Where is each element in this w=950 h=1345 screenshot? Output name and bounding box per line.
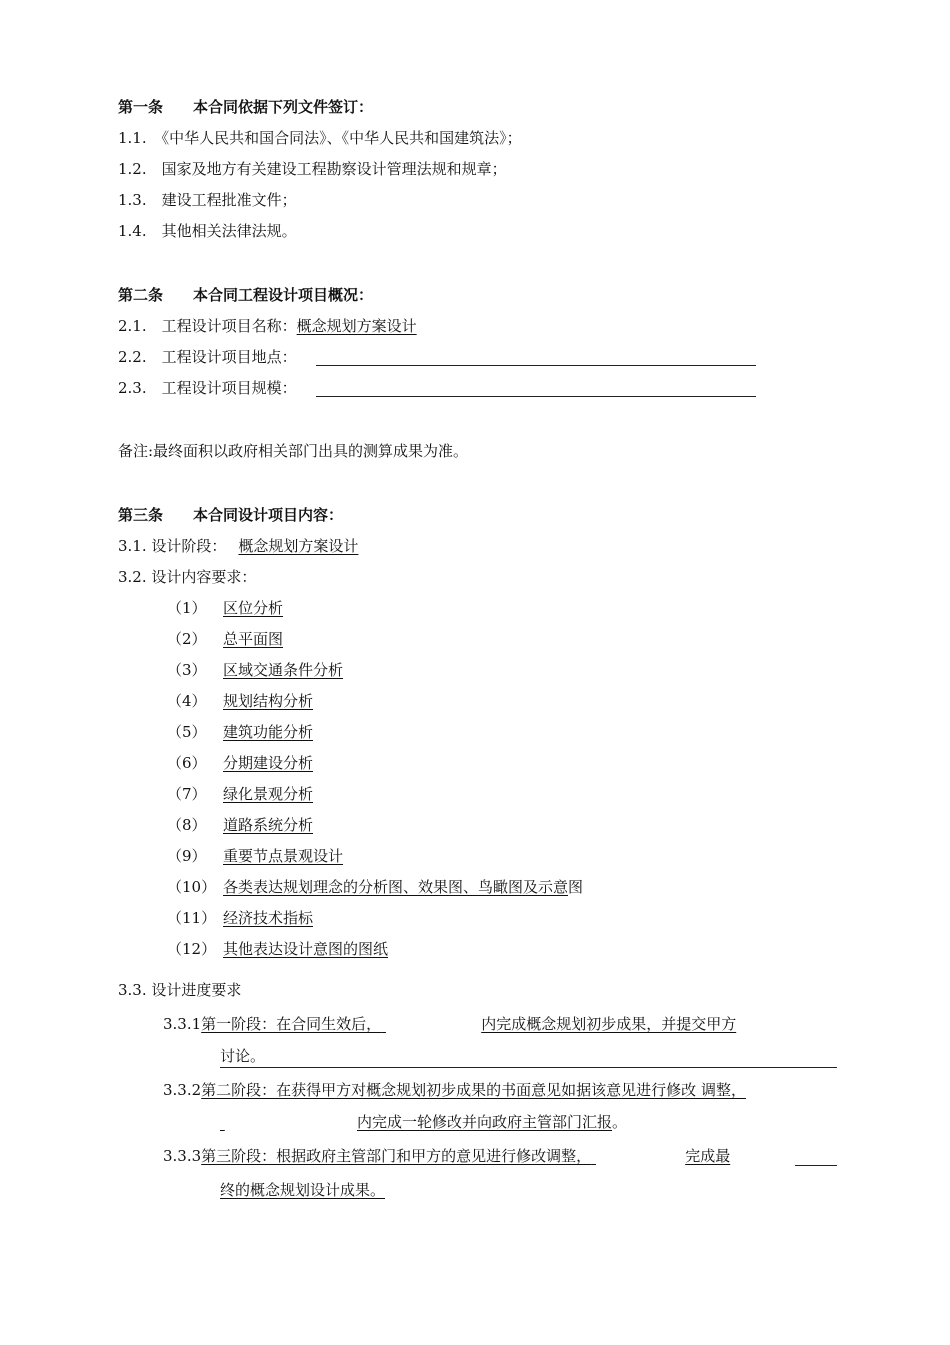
stage-text-wrap: 讨论。 [220,1047,266,1065]
design-stage-value: 概念规划方案设计 [238,537,359,555]
content-item-text: 重要节点景观设计 [223,847,344,865]
schedule-stage-1 [163,1014,736,1034]
stage-text-cont: 内完成概念规划初步成果，并提交甲方 [481,1015,737,1033]
content-item-text: 建筑功能分析 [223,723,314,741]
content-item-text: 其他表达设计意图的图纸 [223,940,389,958]
stage-num: 3.3.2 [163,1081,202,1099]
design-stage-line [118,536,358,556]
content-item-num: （9） [167,847,207,865]
project-scale-label: 2.3. 工程设计项目规模： [118,379,297,397]
content-item-text: 绿化景观分析 [223,785,314,803]
content-item-num: （10） [167,878,217,896]
content-item-tail: 图 [568,878,584,896]
stage-text: 第三阶段：根据政府主管部门和甲方的意见进行修改调整， [201,1147,592,1165]
area-note: 备注:最终面积以政府相关部门出具的测算成果为准。 [118,442,469,460]
stage-blank [381,1014,481,1034]
article-1-item: 1.1. 《中华人民共和国合同法》、《中华人民共和国建筑法》； [118,129,522,147]
stage-num: 3.3.1 [163,1015,202,1033]
design-content-label: 3.2. 设计内容要求： [118,568,257,586]
design-stage-label: 3.1. 设计阶段： [118,537,227,555]
project-scale-blank [316,396,756,397]
schedule-label: 3.3. 设计进度要求 [118,981,242,999]
content-item-line [223,877,583,897]
content-item-num: （11） [167,909,217,927]
project-name-value: 概念规划方案设计 [296,317,417,335]
content-item-num: （4） [167,692,207,710]
article-1-item: 1.2. 国家及地方有关建设工程勘察设计管理法规和规章； [118,160,507,178]
stage-blank [220,1112,357,1132]
project-location-label: 2.2. 工程设计项目地点： [118,348,297,366]
content-item-text: 道路系统分析 [223,816,314,834]
content-item-text: 分期建设分析 [223,754,314,772]
article-1-heading: 第一条 本合同依据下列文件签订： [118,98,374,116]
stage-underline [220,1067,837,1068]
content-item-num: （2） [167,630,207,648]
stage-text-wrap [220,1112,627,1132]
stage-underline [795,1165,837,1166]
article-2-heading: 第二条 本合同工程设计项目概况： [118,286,374,304]
content-item-text: 区位分析 [223,599,284,617]
stage-text-cont: 内完成一轮修改并向政府主管部门汇报 [357,1113,613,1131]
stage-text-cont: 完成最 [685,1147,731,1165]
content-item-num: （8） [167,816,207,834]
content-item-text: 规划结构分析 [223,692,314,710]
stage-text-wrap: 终的概念规划设计成果。 [220,1181,386,1199]
project-name-line [118,316,417,336]
content-item-num: （5） [167,723,207,741]
project-name-label: 2.1. 工程设计项目名称： [118,317,297,335]
content-item-num: （6） [167,754,207,772]
schedule-stage-2 [163,1080,746,1100]
content-item-num: （7） [167,785,207,803]
schedule-stage-3 [163,1146,730,1166]
article-1-item: 1.4. 其他相关法律法规。 [118,222,297,240]
stage-text-end: 。 [612,1113,628,1131]
content-item-text: 总平面图 [223,630,284,648]
content-item-text: 区域交通条件分析 [223,661,344,679]
stage-text: 第一阶段：在合同生效后， [201,1015,382,1033]
stage-blank [591,1146,685,1166]
content-item-num: （3） [167,661,207,679]
project-location-blank [316,365,756,366]
stage-text: 第二阶段：在获得甲方对概念规划初步成果的书面意见如据该意见进行修改 调整， [201,1081,746,1099]
content-item-num: （12） [167,940,217,958]
content-item-num: （1） [167,599,207,617]
article-3-heading: 第三条 本合同设计项目内容： [118,506,344,524]
stage-num: 3.3.3 [163,1147,202,1165]
content-item-text: 经济技术指标 [223,909,314,927]
article-1-item: 1.3. 建设工程批准文件； [118,191,297,209]
content-item-text: 各类表达规划理念的分析图、效果图、鸟瞰图及示意 [223,878,569,896]
